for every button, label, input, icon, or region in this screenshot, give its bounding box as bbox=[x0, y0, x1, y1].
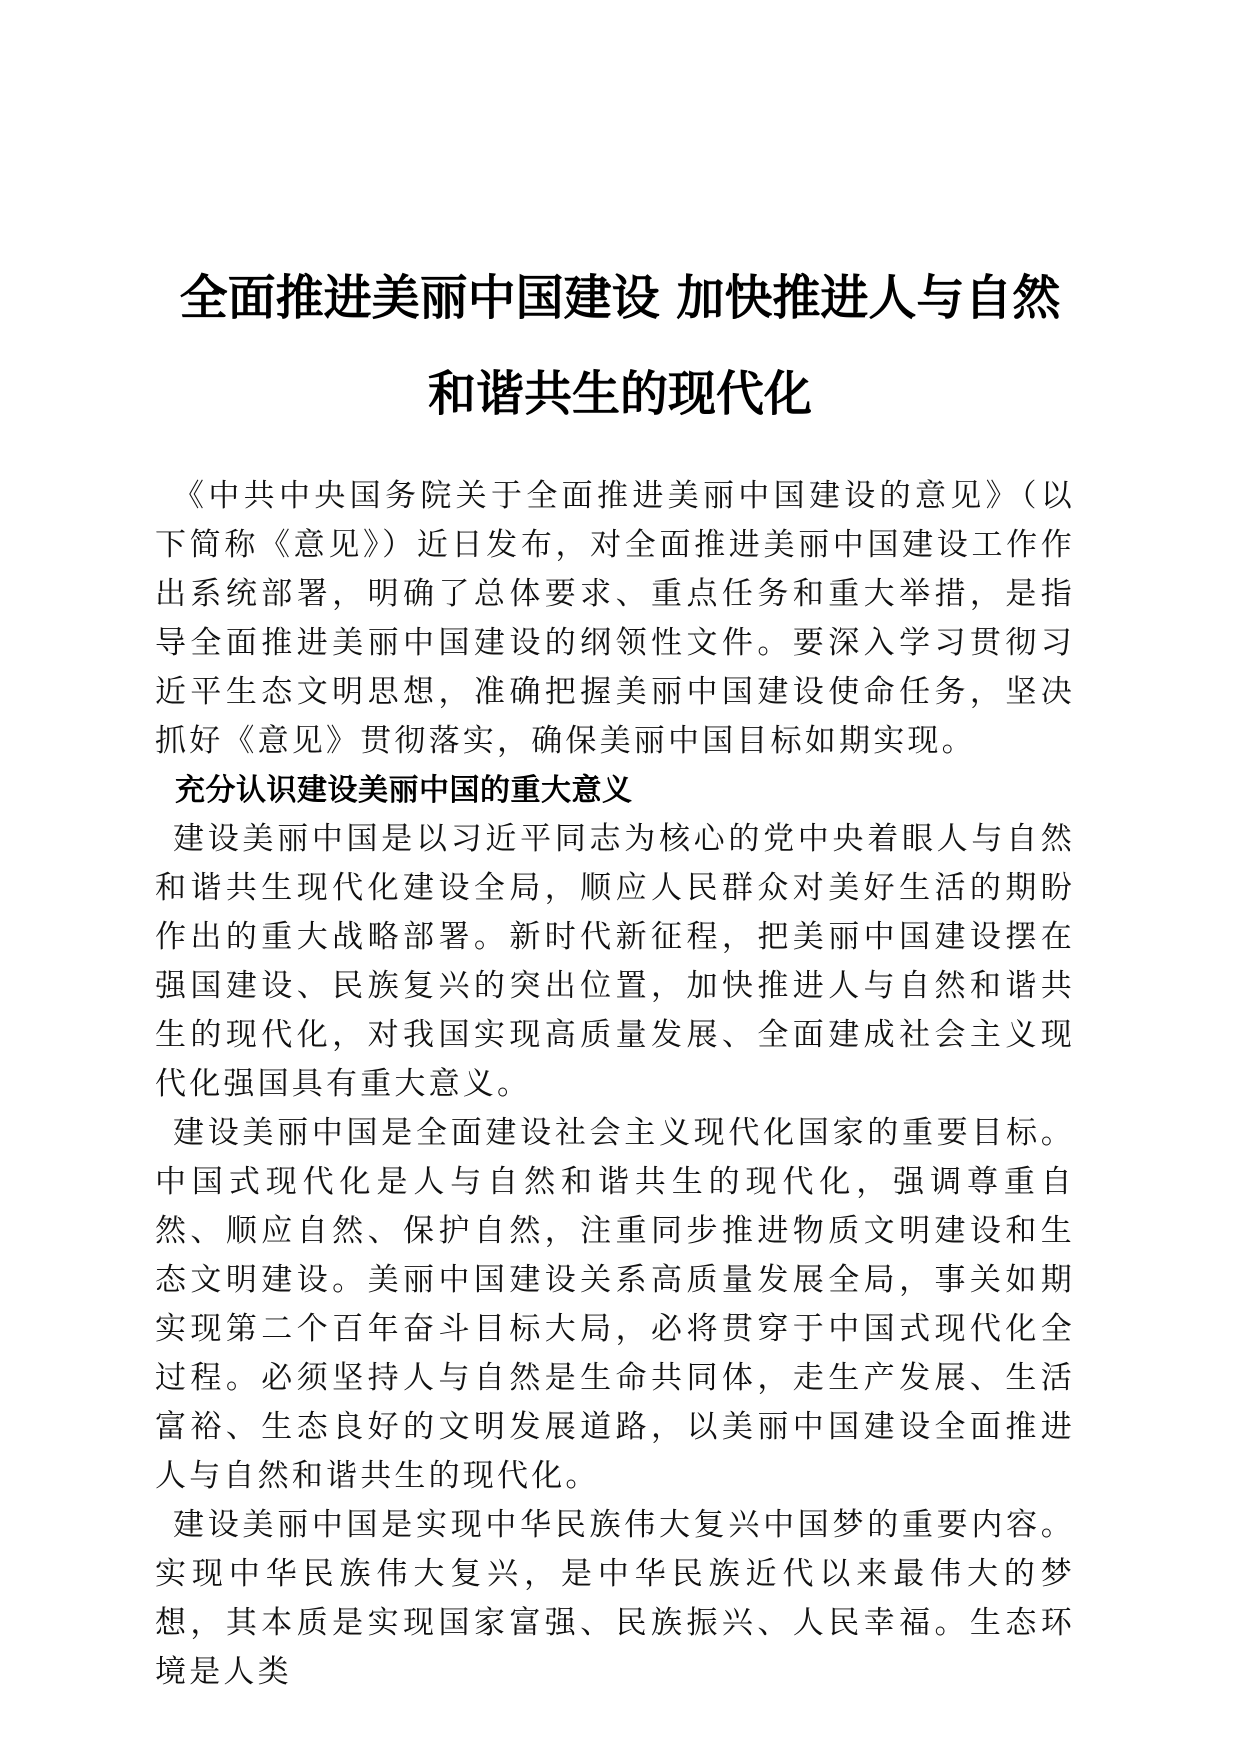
title-line-2: 和谐共生的现代化 bbox=[427, 366, 812, 422]
body-paragraph-3: 建设美丽中国是实现中华民族伟大复兴中国梦的重要内容。实现中华民族伟大复兴，是中华民族近代以来最伟大的梦想，其本质是实现国家富强、民族振兴、人民幸福。生态环境是人类 bbox=[155, 1507, 1075, 1690]
intro-paragraph: 《中共中央国务院关于全面推进美丽中国建设的意见》（以下简称《意见》）近日发布，对全面推进美丽中国建设工作作出系统部署，明确了总体要求、重点任务和重大举措，是指导全面推进美丽中国建设的纲领性文件。要深入学习贯彻习近平生态文明思想，准确把握美丽中国建设使命任务，坚决抓好《意见》贯彻落实，确保美丽中国目标如期实现。 bbox=[155, 478, 1075, 759]
document-body bbox=[155, 472, 1075, 1697]
title-line-1: 全面推进美丽中国建设 加快推进人与自然 bbox=[179, 270, 1061, 326]
section-heading: 充分认识建设美丽中国的重大意义 bbox=[175, 773, 633, 808]
body-paragraph-1: 建设美丽中国是以习近平同志为核心的党中央着眼人与自然和谐共生现代化建设全局，顺应人民群众对美好生活的期盼作出的重大战略部署。新时代新征程，把美丽中国建设摆在强国建设、民族复兴的突出位置，加快推进人与自然和谐共生的现代化，对我国实现高质量发展、全面建成社会主义现代化强国具有重大意义。 bbox=[155, 821, 1075, 1102]
body-paragraph-2: 建设美丽中国是全面建设社会主义现代化国家的重要目标。中国式现代化是人与自然和谐共生的现代化，强调尊重自然、顺应自然、保护自然，注重同步推进物质文明建设和生态文明建设。美丽中国建设关系高质量发展全局，事关如期实现第二个百年奋斗目标大局，必将贯穿于中国式现代化全过程。必须坚持人与自然是生命共同体，走生产发展、生活富裕、生态良好的文明发展道路，以美丽中国建设全面推进人与自然和谐共生的现代化。 bbox=[155, 1115, 1075, 1494]
document-title bbox=[160, 250, 1080, 442]
